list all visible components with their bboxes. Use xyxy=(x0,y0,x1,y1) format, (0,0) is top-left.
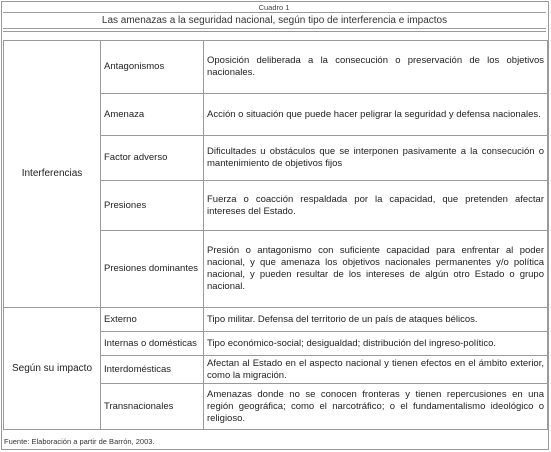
row-category: Presiones xyxy=(101,181,204,231)
row-category: Presiones dominantes xyxy=(101,231,204,308)
row-category: Interdomésticas xyxy=(101,356,204,384)
row-category: Antagonismos xyxy=(101,41,204,94)
group-label-impacto: Según su impacto xyxy=(4,308,101,430)
table-caption: Cuadro 1 xyxy=(258,3,290,12)
threats-table xyxy=(3,40,548,430)
row-category: Transnacionales xyxy=(101,384,204,430)
row-category: Externo xyxy=(101,308,204,332)
row-description: Oposición deliberada a la consecución o preservación de los objetivos nacionales. xyxy=(204,41,548,94)
row-description: Amenazas donde no se conocen fronteras y tienen repercusiones en una región geográfica; como el narcotráfico; o el fundamentalismo ideológico o religioso. xyxy=(204,384,548,430)
divider xyxy=(3,31,546,32)
table-row xyxy=(4,41,548,94)
row-description: Acción o situación que puede hacer peligrar la seguridad y defensa nacionales. xyxy=(204,94,548,136)
group-label-interferencias: Interferencias xyxy=(4,41,101,308)
row-description: Fuerza o coacción respaldada por la capacidad, que pretenden afectar intereses del Estado. xyxy=(204,181,548,231)
source-note: Fuente: Elaboración a partir de Barrón, 2003. xyxy=(4,437,155,446)
row-description: Tipo militar. Defensa del territorio de un país de ataques bélicos. xyxy=(204,308,548,332)
row-category: Factor adverso xyxy=(101,136,204,181)
row-description: Presión o antagonismo con suficiente capacidad para enfrentar al poder nacional, y que amenaza los objetivos nacionales permanentes y/o política nacional, y pueden resultar de los intereses de algún otro Estado o grupo nacional. xyxy=(204,231,548,308)
row-category: Amenaza xyxy=(101,94,204,136)
table-row xyxy=(4,308,548,332)
row-category: Internas o domésticas xyxy=(101,332,204,356)
row-description: Afectan al Estado en el aspecto nacional y tienen efectos en el ámbito exterior, como la migración. xyxy=(204,356,548,384)
row-description: Dificultades u obstáculos que se interponen pasivamente a la consecución o mantenimiento de objetivos fijos xyxy=(204,136,548,181)
table-title: Las amenazas a la seguridad nacional, según tipo de interferencia e impactos xyxy=(3,12,546,29)
row-description: Tipo económico-social; desigualdad; distribución del ingreso-político. xyxy=(204,332,548,356)
